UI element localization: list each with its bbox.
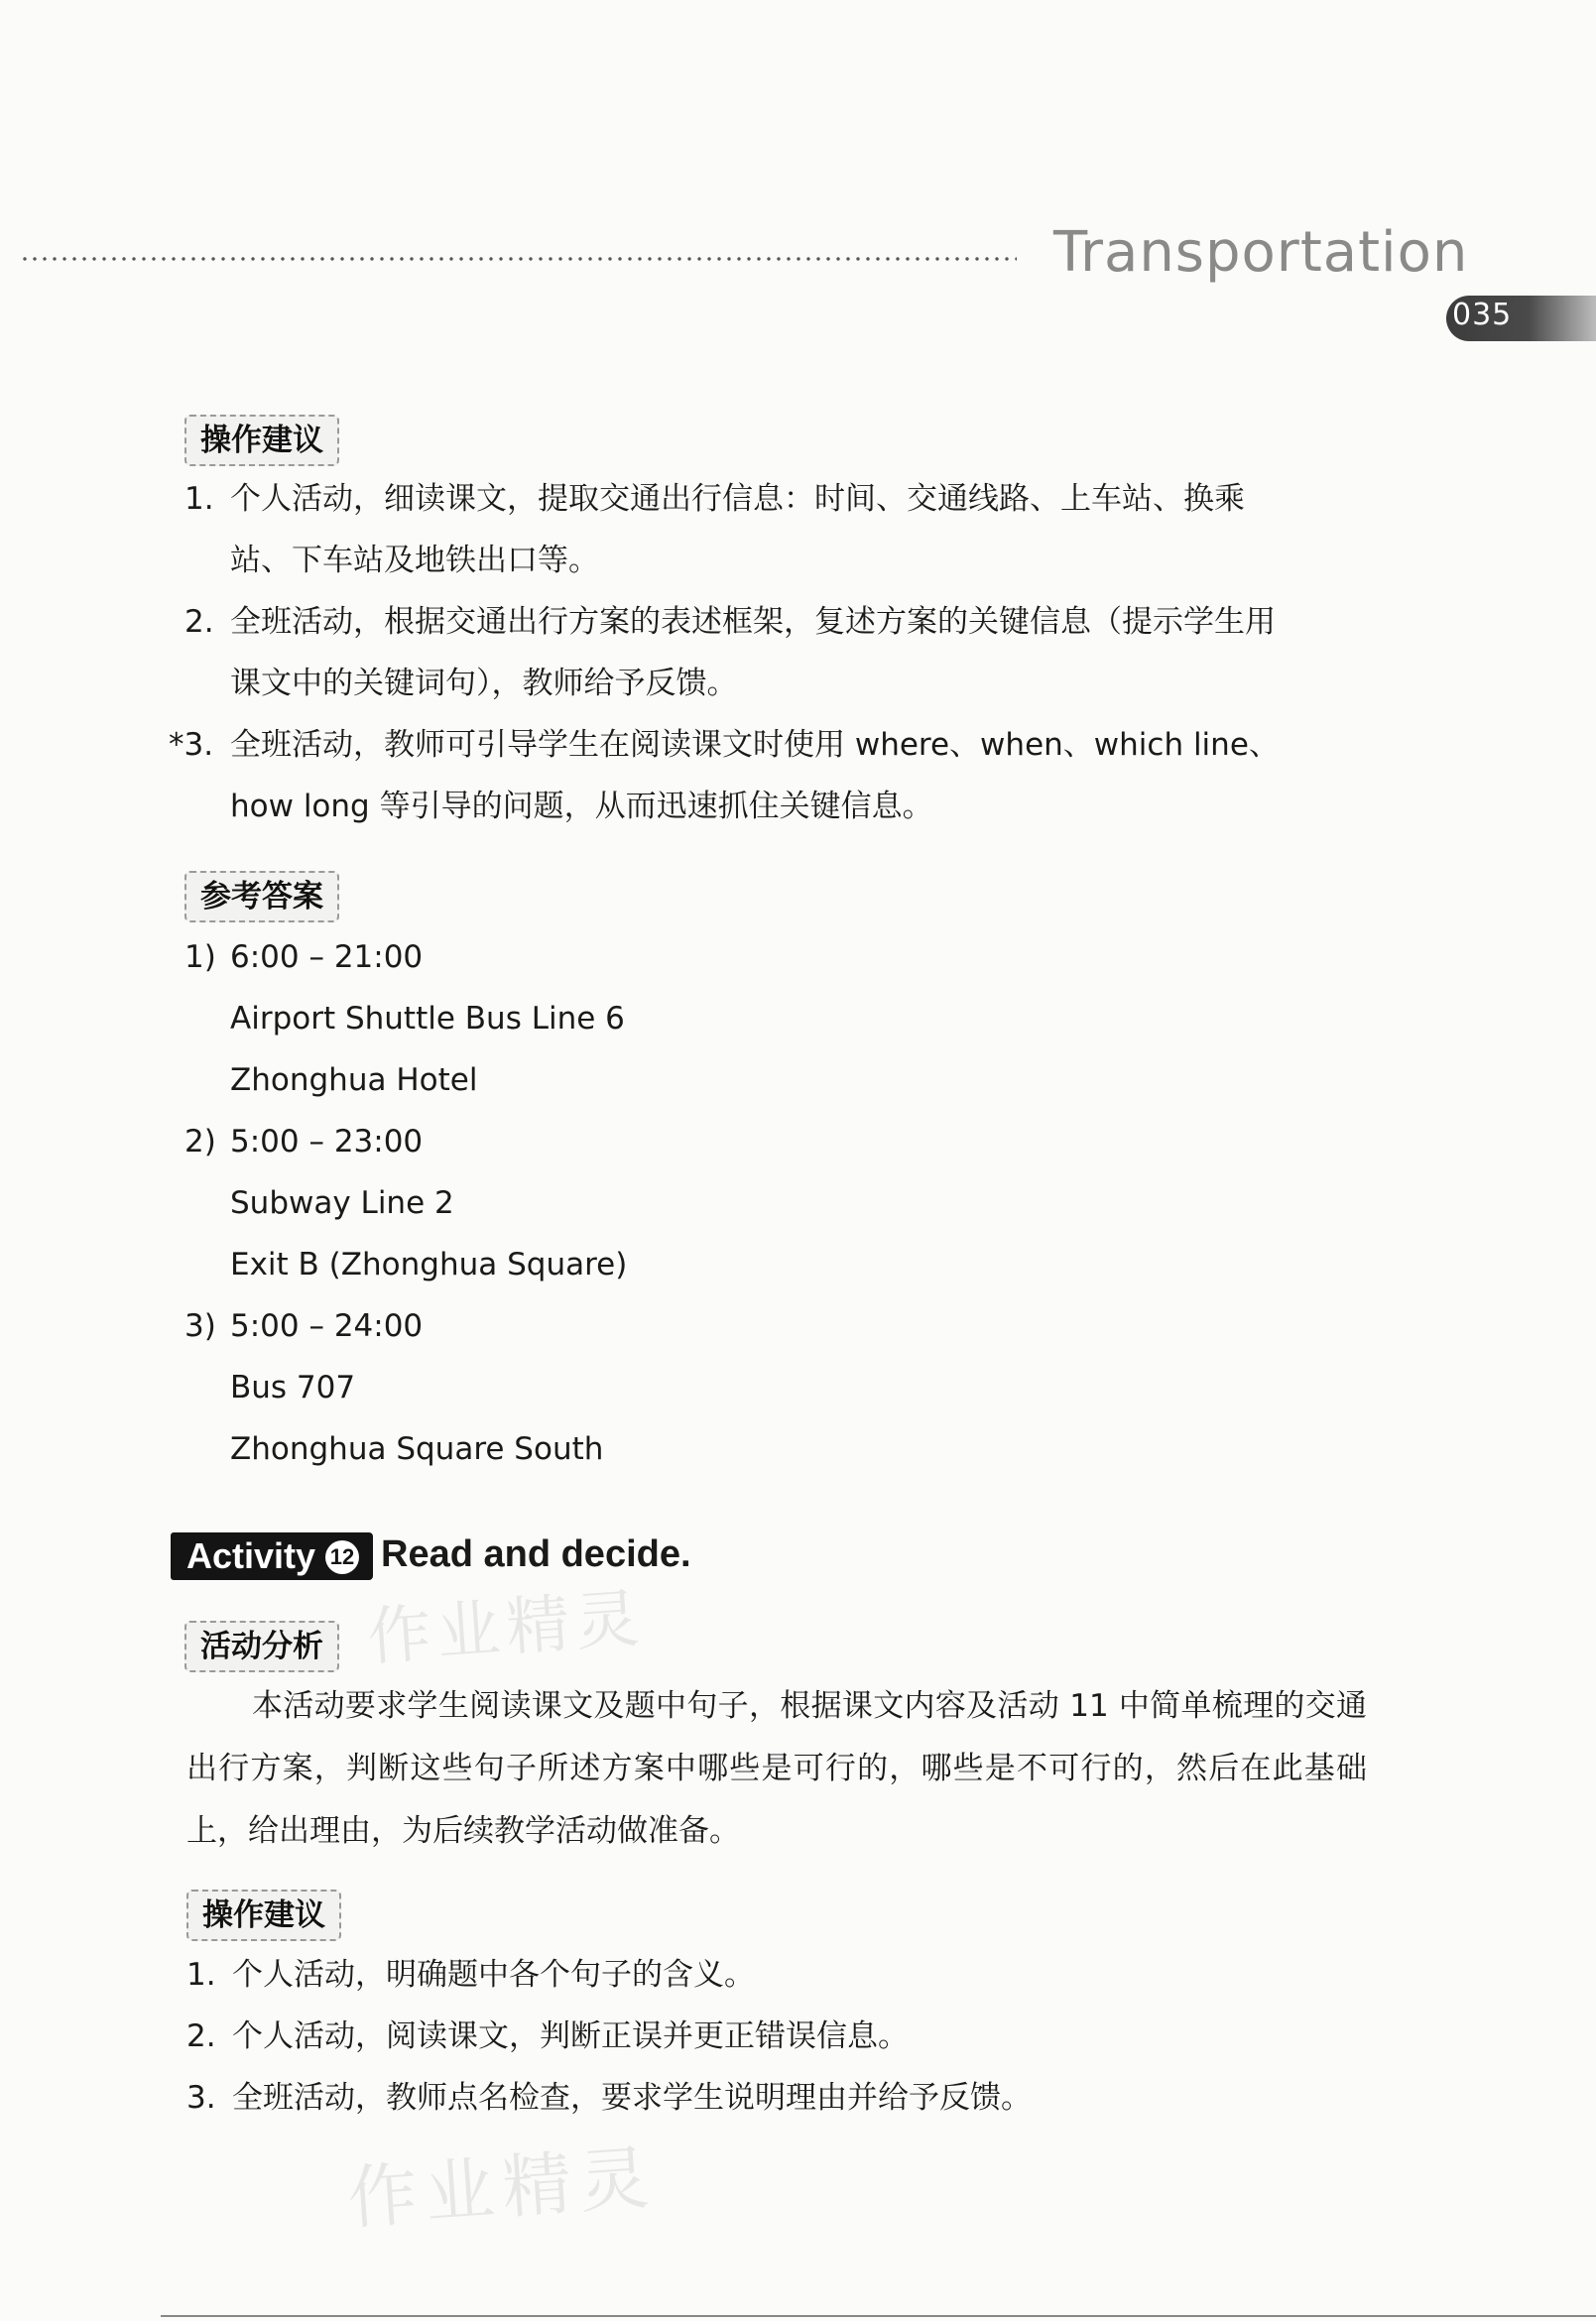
answer-time: 5:00 – 23:00	[230, 1124, 424, 1160]
section-label-operation: 操作建议	[184, 415, 339, 466]
item-text: 全班活动，根据交通出行方案的表述框架，复述方案的关键信息（提示学生用	[230, 604, 1276, 640]
activity-number: 12	[325, 1540, 359, 1574]
answer-route: Subway Line 2	[230, 1185, 454, 1221]
item-number: 1.	[184, 481, 214, 517]
item-number: 2.	[186, 2018, 216, 2054]
answer-stop: Exit B (Zhonghua Square)	[230, 1247, 628, 1283]
running-title: Transportation	[1053, 220, 1469, 285]
list-item	[186, 2018, 909, 2055]
answer-stop: Zhonghua Hotel	[230, 1062, 478, 1098]
analysis-paragraph: 本活动要求学生阅读课文及题中句子，根据课文内容及活动 11 中简单梳理的交通出行方案，判断这些句子所述方案中哪些是可行的，哪些是不可行的，然后在此基础上，给出理由，为后续教学活动做准备。	[186, 1688, 1367, 1849]
item-text: 个人活动，细读课文，提取交通出行信息：时间、交通线路、上车站、换乘	[230, 481, 1245, 517]
activity-badge	[171, 1532, 373, 1580]
list-item	[169, 727, 1280, 764]
item-text-continued: 课文中的关键词句），教师给予反馈。	[230, 666, 738, 701]
item-number: 2.	[184, 604, 214, 640]
answer-stop: Zhonghua Square South	[230, 1431, 604, 1467]
answer-item	[184, 1124, 423, 1160]
answer-route: Airport Shuttle Bus Line 6	[230, 1001, 625, 1037]
answer-item	[184, 1308, 423, 1345]
bottom-rule	[161, 2315, 1596, 2317]
item-number: 1.	[186, 1957, 216, 1993]
page-number: 035	[1452, 298, 1513, 332]
item-text: 全班活动，教师点名检查，要求学生说明理由并给予反馈。	[232, 2080, 1032, 2116]
section-label-answers: 参考答案	[184, 871, 339, 922]
item-text: 个人活动，阅读课文，判断正误并更正错误信息。	[232, 2018, 909, 2054]
item-number: *3.	[169, 727, 214, 763]
answer-route: Bus 707	[230, 1370, 356, 1405]
list-item	[186, 1957, 755, 1994]
answer-time: 5:00 – 24:00	[230, 1308, 424, 1344]
activity-title: Read and decide.	[381, 1533, 691, 1575]
section-label-analysis: 活动分析	[184, 1621, 339, 1672]
answer-number: 3)	[184, 1308, 216, 1344]
header-dotted-rule	[20, 256, 1017, 262]
item-number: 3.	[186, 2080, 216, 2116]
item-text: 个人活动，明确题中各个句子的含义。	[232, 1957, 755, 1993]
list-item	[186, 2080, 1032, 2117]
answer-item	[184, 939, 423, 976]
item-text-continued: 站、下车站及地铁出口等。	[230, 543, 599, 578]
activity-word: Activity	[186, 1535, 316, 1576]
answer-number: 1)	[184, 939, 216, 975]
watermark: 作业精灵	[365, 1582, 648, 1675]
item-text: 全班活动，教师可引导学生在阅读课文时使用 where、when、which line、	[230, 727, 1280, 763]
item-text-continued: how long 等引导的问题，从而迅速抓住关键信息。	[230, 789, 933, 824]
list-item	[184, 481, 1245, 518]
answer-number: 2)	[184, 1124, 216, 1160]
list-item	[184, 604, 1276, 641]
answer-time: 6:00 – 21:00	[230, 939, 424, 975]
section-label-operation-2: 操作建议	[186, 1890, 341, 1941]
watermark: 作业精灵	[344, 2137, 660, 2240]
